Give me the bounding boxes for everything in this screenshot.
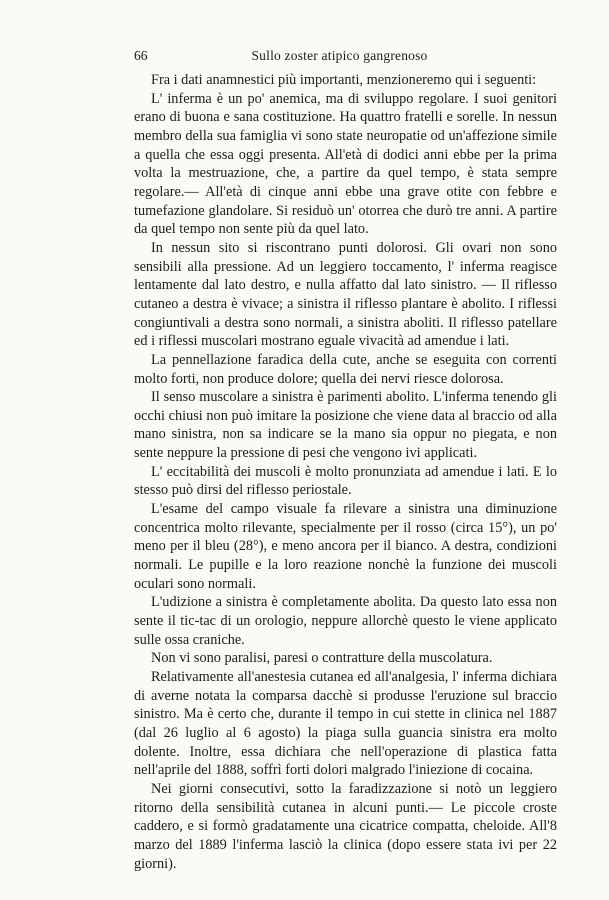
- paragraph-muscle-sense: Il senso muscolare a sinistra è parimenti abolito. L'inferma tenendo gli occhi chiusi non può imitare la posizione che viene data al braccio od alla mano sinistra, non sa indicare se la mano sia oppur no piegata, e non sente neppure la pressione di pesi che vengono ivi applicati.: [134, 389, 557, 462]
- paragraph-visual-field: L'esame del campo visuale fa rilevare a sinistra una diminuzione concentrica molto rilevante, specialmente per il rosso (circa 15°), un po' meno per il bleu (28°), e meno ancora per il bianco. A destra, condizioni normali. Le pupille e la loro reazione nonchè la funzione dei muscoli oculari sono normali.: [134, 501, 557, 592]
- body-text: [134, 71, 557, 873]
- paragraph-hearing: L'udizione a sinistra è completamente abolita. Da questo lato essa non sente il tic-tac di un orologio, neppure allorchè questo le viene applicato sulle ossa craniche.: [134, 594, 557, 648]
- running-title: Sullo zoster atipico gangrenoso: [251, 48, 428, 63]
- paragraph-paralysis: Non vi sono paralisi, paresi o contratture della muscolatura.: [151, 650, 493, 667]
- page-header: [134, 48, 545, 64]
- paragraph-followup: Nei giorni consecutivi, sotto la faradizzazione si notò un leggiero ritorno della sensibilità cutanea in alcuni punti.— Le piccole croste caddero, e si formò gradatamente una cicatrice compatta, cheloide. All'8 marzo del 1889 l'inferma lasciò la clinica (dopo essere stata ivi per 22 giorni).: [134, 780, 557, 872]
- paragraph-faradic: La pennellazione faradica della cute, anche se eseguita con correnti molto forti, non produce dolore; quella dei nervi riesce dolorosa.: [134, 351, 557, 387]
- paragraph-anamnesis-intro: Fra i dati anamnestici più importanti, menzioneremo qui i seguenti:: [151, 72, 537, 88]
- paragraph-anesthesia: Relativamente all'anestesia cutanea ed all'analgesia, l' inferma dichiara di averne notata la comparsa dacchè si produsse l'eruzione sul braccio sinistro. Ma è certo che, durante il tempo in cui stette in clinica nel 1887 (dal 26 luglio al 6 agosto) la piaga sulla guancia sinistra era molto dolente. Inoltre, essa dichiara che nell'operazione di plastica fatta nell'aprile del 1888, soffrì forti dolori malgrado l'iniezione di cocaina.: [134, 669, 557, 779]
- paragraph-reflexes: In nessun sito si riscontrano punti dolorosi. Gli ovari non sono sensibili alla pressione. Ad un leggiero toccamento, l' inferma reagisce lentamente dal lato destro, e nulla affatto dal lato sinistro. — Il riflesso cutaneo a destra è vivace; a sinistra il riflesso plantare è abolito. I riflessi congiuntivali a destra sono normali, a sinistra aboliti. Il riflesso patellare ed i riflessi muscolari mostrano eguale vivacità ad amendue i lati.: [134, 239, 557, 350]
- page-number: 66: [134, 48, 148, 63]
- paragraph-history: L' inferma è un po' anemica, ma di sviluppo regolare. I suoi genitori erano di buona e sana costituzione. Ha quattro fratelli e sorelle. In nessun membro della sua famiglia vi sono state neuropatie od un'affezione simile a quella che essa oggi presenta. All'età di dodici anni ebbe per la prima volta la mestruazione, che, a partire da quel tempo, è stata sempre regolare.— All'età di cinque anni ebbe una grave otite con febbre e tumefazione glandolare. Si residuò un' otorrea che durò tre anni. A partire da quel tempo non sente più da quel lato.: [134, 90, 557, 238]
- paragraph-excitability: L' eccitabilità dei muscoli è molto pronunziata ad amendue i lati. E lo stesso può dirsi del riflesso periostale.: [134, 463, 557, 499]
